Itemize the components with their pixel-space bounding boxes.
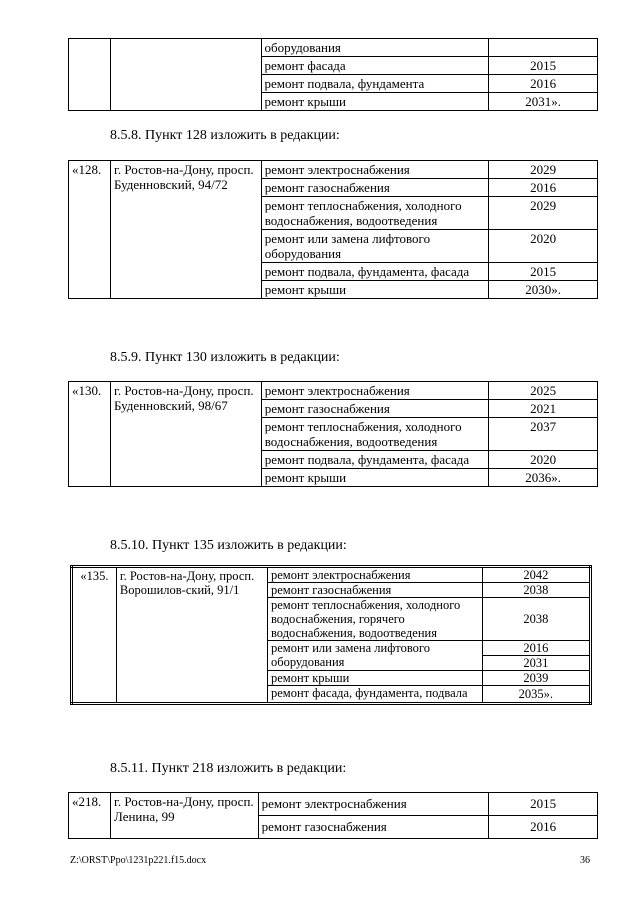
work-cell: ремонт газоснабжения [261, 179, 489, 197]
table-item-218 [68, 792, 598, 839]
paragraph-8-5-8: 8.5.8. Пункт 128 изложить в редакции: [110, 128, 340, 143]
work-cell: ремонт электроснабжения [261, 382, 489, 400]
year-cell: 2038 [482, 598, 590, 641]
address-cell: г. Ростов-на-Дону, просп. Ворошилов-ский, 91/1 [116, 567, 267, 704]
work-cell: ремонт электроснабжения [267, 567, 482, 583]
year-cell: 2042 [482, 567, 590, 583]
work-cell: оборудования [261, 39, 489, 57]
year-cell: 2015 [489, 793, 598, 816]
table-continuation [68, 38, 598, 111]
year-cell: 2016 [489, 816, 598, 839]
year-cell: 2031 [482, 656, 590, 671]
year-cell: 2029 [489, 197, 598, 230]
work-cell: ремонт крыши [267, 671, 482, 686]
year-cell: 2031». [489, 93, 598, 111]
work-cell: ремонт фасада, фундамента, подвала [267, 686, 482, 704]
address-cell: г. Ростов-на-Дону, просп. Ленина, 99 [110, 793, 258, 839]
item-number: «130. [69, 382, 111, 487]
work-cell: ремонт электроснабжения [258, 793, 489, 816]
year-cell: 2036». [489, 469, 598, 487]
table-row [69, 161, 598, 179]
work-cell: ремонт крыши [261, 93, 489, 111]
table-item-135 [70, 565, 592, 705]
work-cell: ремонт газоснабжения [261, 400, 489, 418]
table-row [69, 793, 598, 816]
year-cell: 2016 [489, 179, 598, 197]
year-cell: 2016 [482, 641, 590, 656]
year-cell: 2015 [489, 263, 598, 281]
paragraph-8-5-11: 8.5.11. Пункт 218 изложить в редакции: [110, 761, 347, 776]
work-cell: ремонт крыши [261, 281, 489, 299]
year-cell [489, 39, 598, 57]
year-cell: 2038 [482, 583, 590, 598]
footer-page-number: 36 [580, 855, 590, 866]
item-number: «128. [69, 161, 111, 299]
table-row [72, 567, 591, 583]
address-cell: г. Ростов-на-Дону, просп. Буденновский, 98/67 [110, 382, 261, 487]
year-cell: 2021 [489, 400, 598, 418]
table-item-130 [68, 381, 598, 487]
work-cell: ремонт теплоснабжения, холодного водоснабжения, водоотведения [261, 197, 489, 230]
work-cell: ремонт или замена лифтового оборудования [261, 230, 489, 263]
work-cell: ремонт подвала, фундамента, фасада [261, 451, 489, 469]
year-cell: 2039 [482, 671, 590, 686]
address-cell: г. Ростов-на-Дону, просп. Буденновский, 94/72 [110, 161, 261, 299]
work-cell: ремонт теплоснабжения, холодного водоснабжения, водоотведения [261, 418, 489, 451]
work-cell: ремонт газоснабжения [267, 583, 482, 598]
year-cell: 2037 [489, 418, 598, 451]
year-cell: 2025 [489, 382, 598, 400]
footer-file-path: Z:\ORST\Ppo\1231p221.f15.docx [70, 855, 207, 866]
table-item-128 [68, 160, 598, 299]
year-cell: 2020 [489, 230, 598, 263]
paragraph-8-5-10: 8.5.10. Пункт 135 изложить в редакции: [110, 538, 347, 553]
work-cell: ремонт фасада [261, 57, 489, 75]
work-cell: ремонт крыши [261, 469, 489, 487]
year-cell: 2035». [482, 686, 590, 704]
year-cell: 2030». [489, 281, 598, 299]
work-cell: ремонт или замена лифтового оборудования [267, 641, 482, 671]
year-cell: 2020 [489, 451, 598, 469]
item-number: «135. [72, 567, 117, 704]
work-cell: ремонт подвала, фундамента, фасада [261, 263, 489, 281]
work-cell: ремонт подвала, фундамента [261, 75, 489, 93]
paragraph-8-5-9: 8.5.9. Пункт 130 изложить в редакции: [110, 350, 340, 365]
item-number: «218. [69, 793, 111, 839]
work-cell: ремонт электроснабжения [261, 161, 489, 179]
year-cell: 2015 [489, 57, 598, 75]
year-cell: 2016 [489, 75, 598, 93]
year-cell: 2029 [489, 161, 598, 179]
table-row [69, 39, 598, 57]
table-row [69, 382, 598, 400]
work-cell: ремонт теплоснабжения, холодного водоснабжения, горячего водоснабжения, водоотведения [267, 598, 482, 641]
work-cell: ремонт газоснабжения [258, 816, 489, 839]
